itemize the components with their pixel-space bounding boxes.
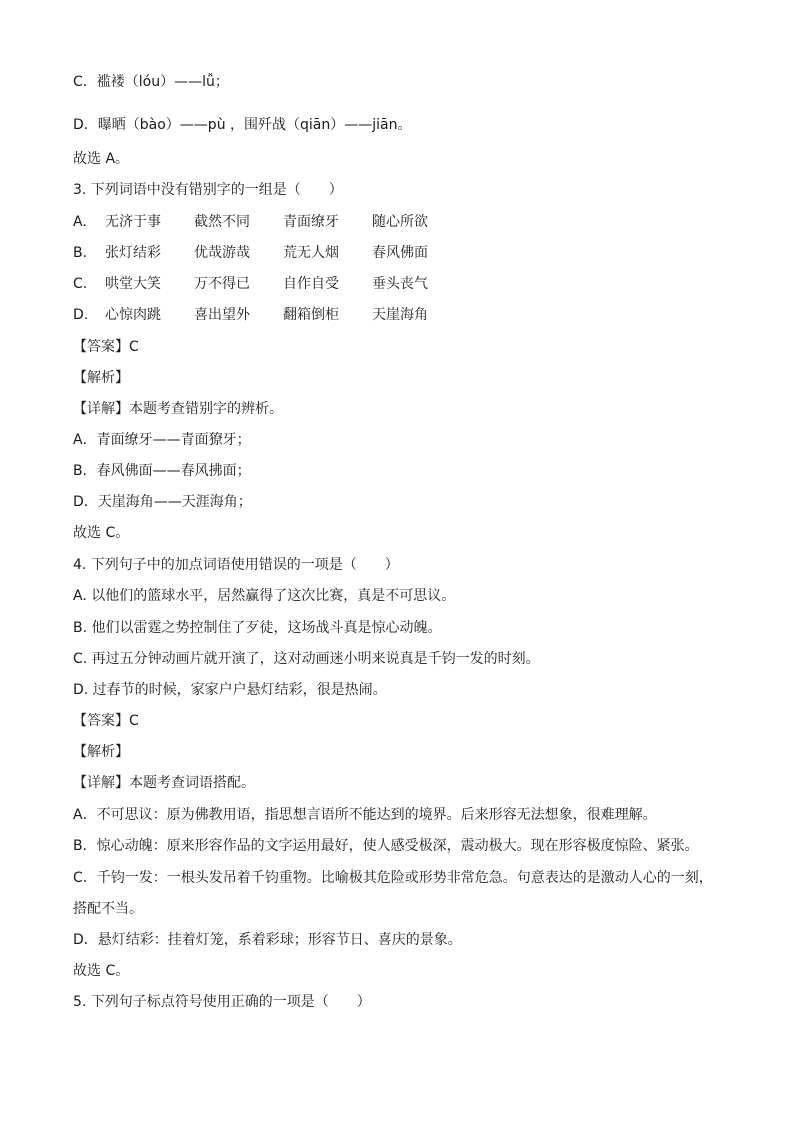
q4-explain-c-cont: 搭配不当。 xyxy=(73,901,143,917)
option-label: B. xyxy=(73,245,88,261)
question-3-stem: 3. 下列词语中没有错别字的一组是（ ） xyxy=(73,182,343,198)
option-word: 优哉游哉 xyxy=(194,245,250,261)
q3-detail-intro: 【详解】本题考查错别字的辨析。 xyxy=(73,401,283,417)
option-word: 荒无人烟 xyxy=(283,245,339,261)
question-5-stem: 5. 下列句子标点符号使用正确的一项是（ ） xyxy=(73,994,371,1010)
q3-conclusion: 故选 C。 xyxy=(73,525,130,541)
q4-explain-c: C．千钧一发：一根头发吊着千钧重物。比喻极其危险或形势非常危急。句意表达的是激动人心的一刻， xyxy=(73,870,713,886)
q2-option-c-correction: C．褴褛（lóu）——lǚ； xyxy=(73,74,229,90)
option-word: 心惊肉跳 xyxy=(105,307,161,323)
q2-option-d-correction: D．曝晒（bào）——pù ，围歼战（qiān）——jiān。 xyxy=(73,117,412,133)
q3-option-b xyxy=(73,243,461,263)
option-word: 张灯结彩 xyxy=(105,245,161,261)
q4-answer: 【答案】C xyxy=(73,713,139,729)
option-word: 无济于事 xyxy=(105,214,161,230)
q4-conclusion: 故选 C。 xyxy=(73,963,130,979)
q4-analysis-heading: 【解析】 xyxy=(73,744,129,760)
q3-correction-a: A．青面缭牙——青面獠牙； xyxy=(73,432,251,448)
option-label: D. xyxy=(73,307,89,323)
q3-correction-d: D．天崖海角——天涯海角； xyxy=(73,494,252,510)
option-word: 截然不同 xyxy=(194,214,250,230)
option-word: 垂头丧气 xyxy=(372,276,428,292)
q3-option-d xyxy=(73,305,461,325)
option-word: 天崖海角 xyxy=(372,307,428,323)
q4-option-c: C. 再过五分钟动画片就开演了，这对动画迷小明来说真是千钧一发的时刻。 xyxy=(73,651,540,667)
question-4-stem: 4. 下列句子中的加点词语使用错误的一项是（ ） xyxy=(73,557,399,573)
q4-option-d: D. 过春节的时候，家家户户悬灯结彩，很是热闹。 xyxy=(73,682,387,698)
option-label: C. xyxy=(73,276,88,292)
option-word: 哄堂大笑 xyxy=(105,276,161,292)
q2-conclusion: 故选 A。 xyxy=(73,151,130,167)
option-word: 春风佛面 xyxy=(372,245,428,261)
q4-option-b: B. 他们以雷霆之势控制住了歹徒，这场战斗真是惊心动魄。 xyxy=(73,620,442,636)
q3-answer: 【答案】C xyxy=(73,339,139,355)
option-label: A. xyxy=(73,214,87,230)
option-word: 随心所欲 xyxy=(372,214,428,230)
q3-option-a xyxy=(73,212,461,232)
option-word: 青面缭牙 xyxy=(283,214,339,230)
option-word: 喜出望外 xyxy=(194,307,250,323)
q3-analysis-heading: 【解析】 xyxy=(73,370,129,386)
q4-option-a: A. 以他们的篮球水平，居然赢得了这次比赛，真是不可思议。 xyxy=(73,588,456,604)
q4-explain-a: A．不可思议：原为佛教用语，指思想言语所不能达到的境界。后来形容无法想象，很难理解。 xyxy=(73,807,657,823)
option-word: 自作自受 xyxy=(283,276,339,292)
q4-explain-b: B．惊心动魄：原来形容作品的文字运用最好，使人感受极深，震动极大。现在形容极度惊险、紧张。 xyxy=(73,838,699,854)
q4-detail-intro: 【详解】本题考查词语搭配。 xyxy=(73,775,255,791)
option-word: 万不得已 xyxy=(194,276,250,292)
q3-option-c xyxy=(73,274,461,294)
option-word: 翻箱倒柜 xyxy=(283,307,339,323)
q4-explain-d: D．悬灯结彩：挂着灯笼，系着彩球；形容节日、喜庆的景象。 xyxy=(73,932,462,948)
q3-correction-b: B．春风佛面——春风拂面； xyxy=(73,463,251,479)
